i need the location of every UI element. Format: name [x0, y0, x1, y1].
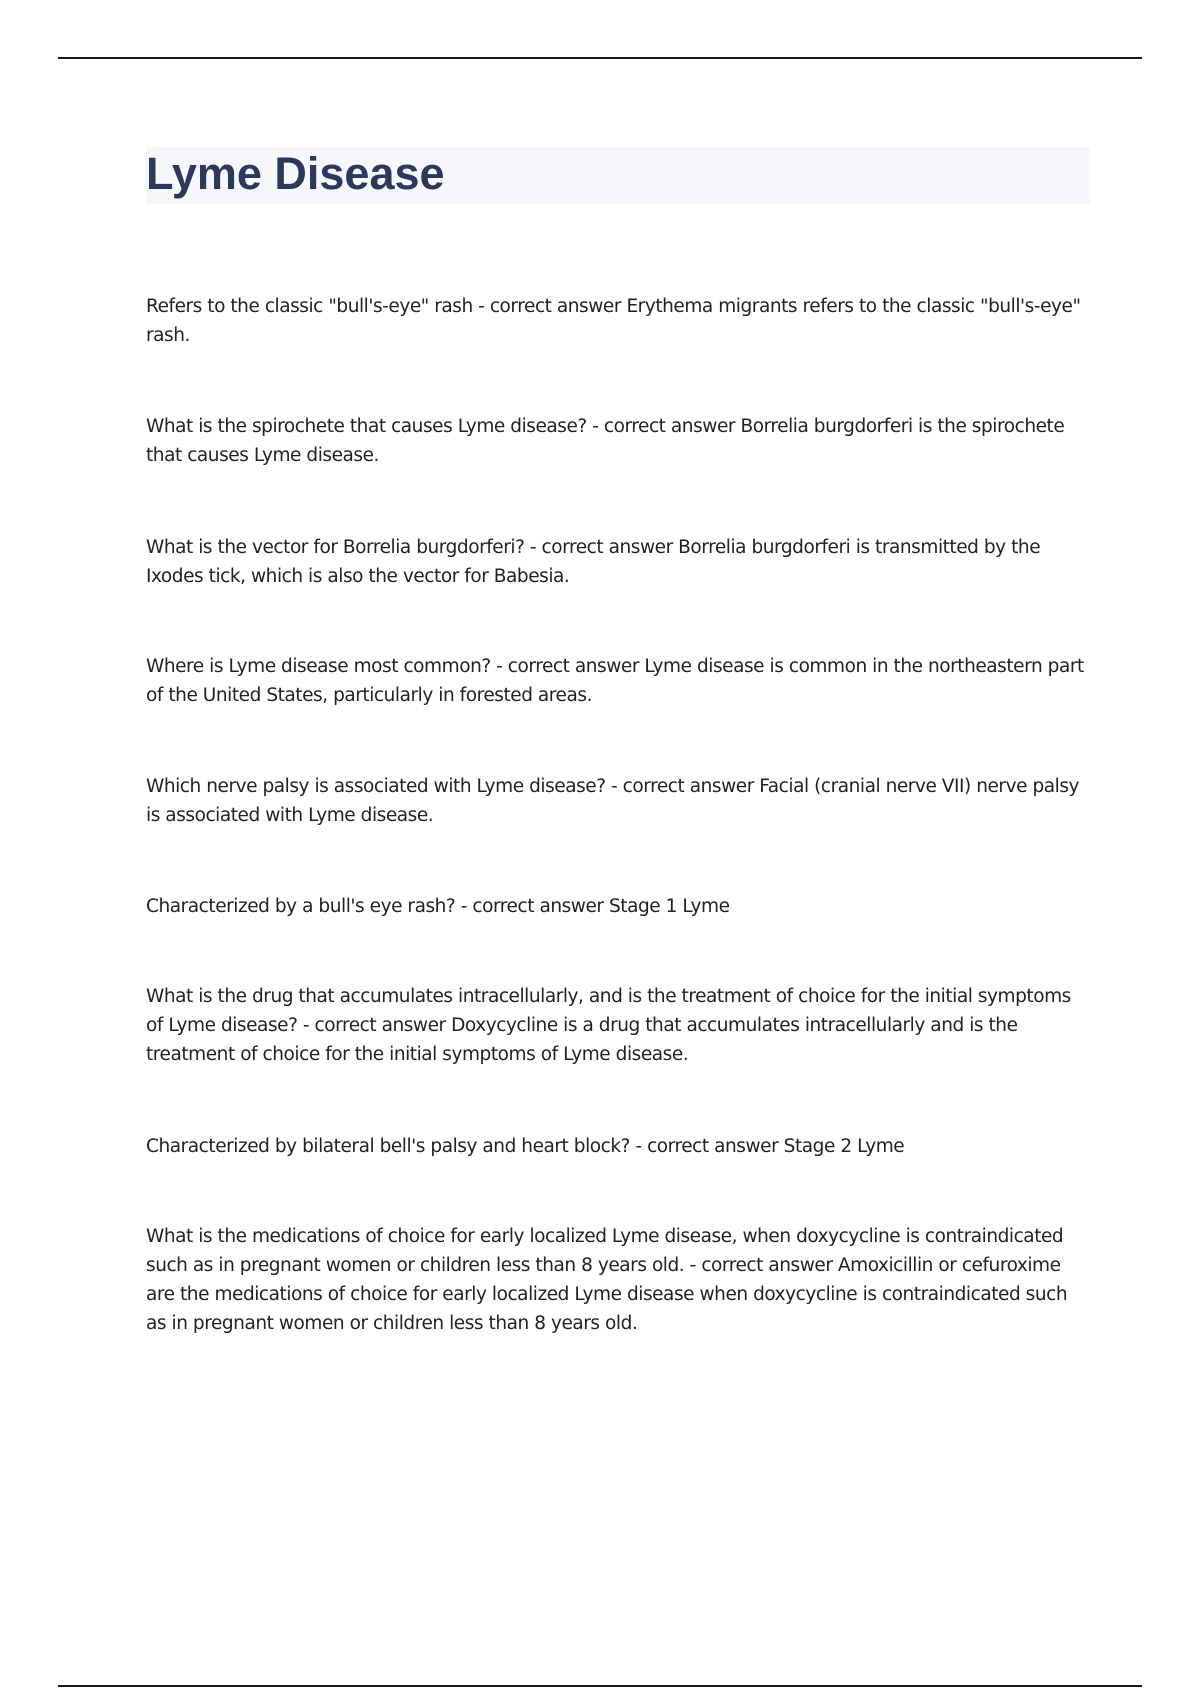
qa-item-3: What is the vector for Borrelia burgdorferi? - correct answer Borrelia burgdorferi is transmitted by the Ixodes tick, which is also the vector for Babesia. [146, 537, 1041, 587]
page-title: Lyme Disease [146, 148, 445, 199]
header-rule [58, 57, 1142, 59]
qa-item-9: What is the medications of choice for early localized Lyme disease, when doxycycline is contraindicated such as in pregnant women or children less than 8 years old. - correct answer Amoxicillin or cefuroxime are the medications of choice for early localized Lyme disease when doxycycline is contraindicated such as in pregnant women or children less than 8 years old. [146, 1226, 1068, 1334]
footer-rule [58, 1685, 1142, 1687]
qa-item-7: What is the drug that accumulates intracellularly, and is the treatment of choice for the initial symptoms of Lyme disease? - correct answer Doxycycline is a drug that accumulates intracellularly and is the treatment of choice for the initial symptoms of Lyme disease. [146, 986, 1071, 1065]
qa-item-5: Which nerve palsy is associated with Lyme disease? - correct answer Facial (cranial nerve VII) nerve palsy is associated with Lyme disease. [146, 776, 1080, 826]
qa-item-1: Refers to the classic "bull's-eye" rash - correct answer Erythema migrants refers to the classic "bull's-eye" rash. [146, 296, 1081, 346]
qa-item-4: Where is Lyme disease most common? - correct answer Lyme disease is common in the northeastern part of the United States, particularly in forested areas. [146, 656, 1084, 706]
qa-item-6: Characterized by a bull's eye rash? - correct answer Stage 1 Lyme [146, 896, 730, 917]
qa-item-2: What is the spirochete that causes Lyme disease? - correct answer Borrelia burgdorferi is the spirochete that causes Lyme disease. [146, 416, 1065, 466]
qa-item-8: Characterized by bilateral bell's palsy and heart block? - correct answer Stage 2 Lyme [146, 1136, 905, 1157]
